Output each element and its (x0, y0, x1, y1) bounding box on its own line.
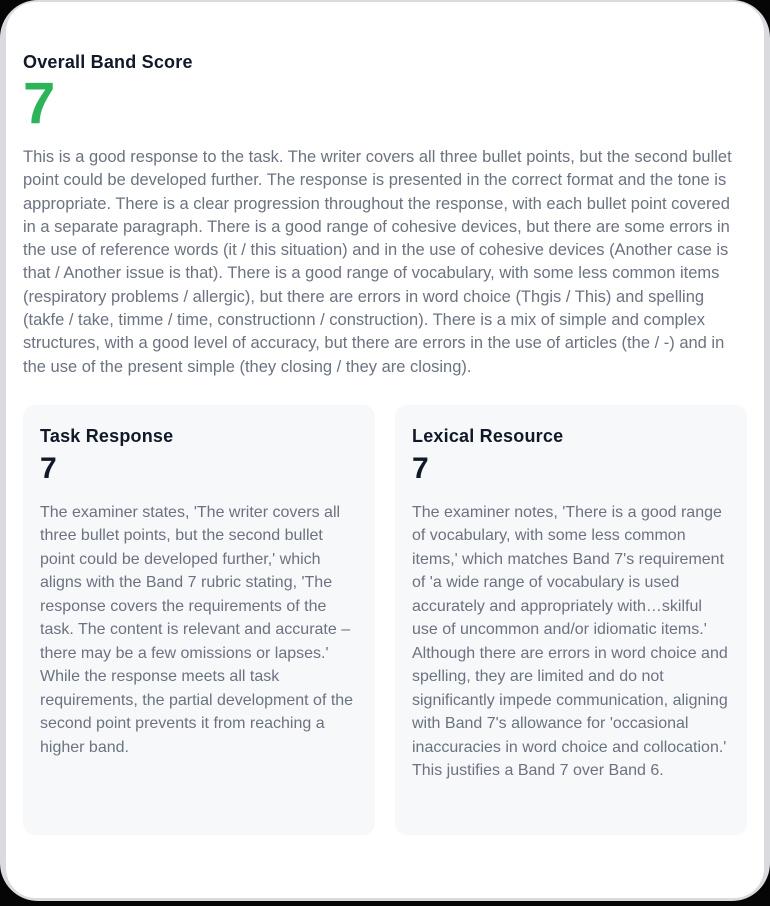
overall-band-score-section (23, 50, 747, 379)
score-report-card (6, 2, 764, 898)
criteria-grid (23, 405, 747, 835)
criterion-title: Task Response (40, 425, 174, 446)
overall-band-score-description: This is a good response to the task. The writer covers all three bullet points, but the second bullet point could be developed further. The response is presented in the correct format and the tone is appropriate. There is a clear progression throughout the response, with each bullet point covered in a separate paragraph. There is a good range of cohesive devices, but there are some errors in the use of reference words (it / this situation) and in the use of cohesive devices (Another case is that / Another issue is that). There is a good range of vocabulary, with some less common items (respiratory problems / allergic), but there are errors in word choice (Thgis / This) and spelling (takfe / take, timme / time, constructionn / construction). There is a mix of simple and complex structures, with a good level of accuracy, but there are errors in the use of articles (the / -) and in the use of the present simple (they closing / they are closing). (23, 148, 732, 376)
criterion-title: Lexical Resource (412, 425, 564, 446)
overall-band-score-title: Overall Band Score (23, 52, 193, 72)
criterion-score-value: 7 (412, 451, 429, 485)
criterion-card-lexical-resource (395, 405, 747, 835)
overall-band-score-value: 7 (23, 71, 56, 136)
criterion-score-value: 7 (40, 451, 57, 485)
criterion-card-task-response (23, 405, 375, 835)
criterion-description: The examiner notes, 'There is a good range of vocabulary, with some less common items,' which matches Band 7's requirement of 'a wide range of vocabulary is used accurately and appropriately with…skilful use of uncommon and/or idiomatic items.' Although there are errors in word choice and spelling, they are limited and do not significantly impede communication, aligning with Band 7's allowance for 'occasional inaccuracies in word choice and collocation.' This justifies a Band 7 over Band 6. (412, 503, 728, 780)
criterion-description: The examiner states, 'The writer covers all three bullet points, but the second bullet point could be developed further,' which aligns with the Band 7 rubric stating, 'The response covers the requirements of the task. The content is relevant and accurate – there may be a few omissions or lapses.' While the response meets all task requirements, the partial development of the second point prevents it from reaching a higher band. (40, 503, 354, 756)
